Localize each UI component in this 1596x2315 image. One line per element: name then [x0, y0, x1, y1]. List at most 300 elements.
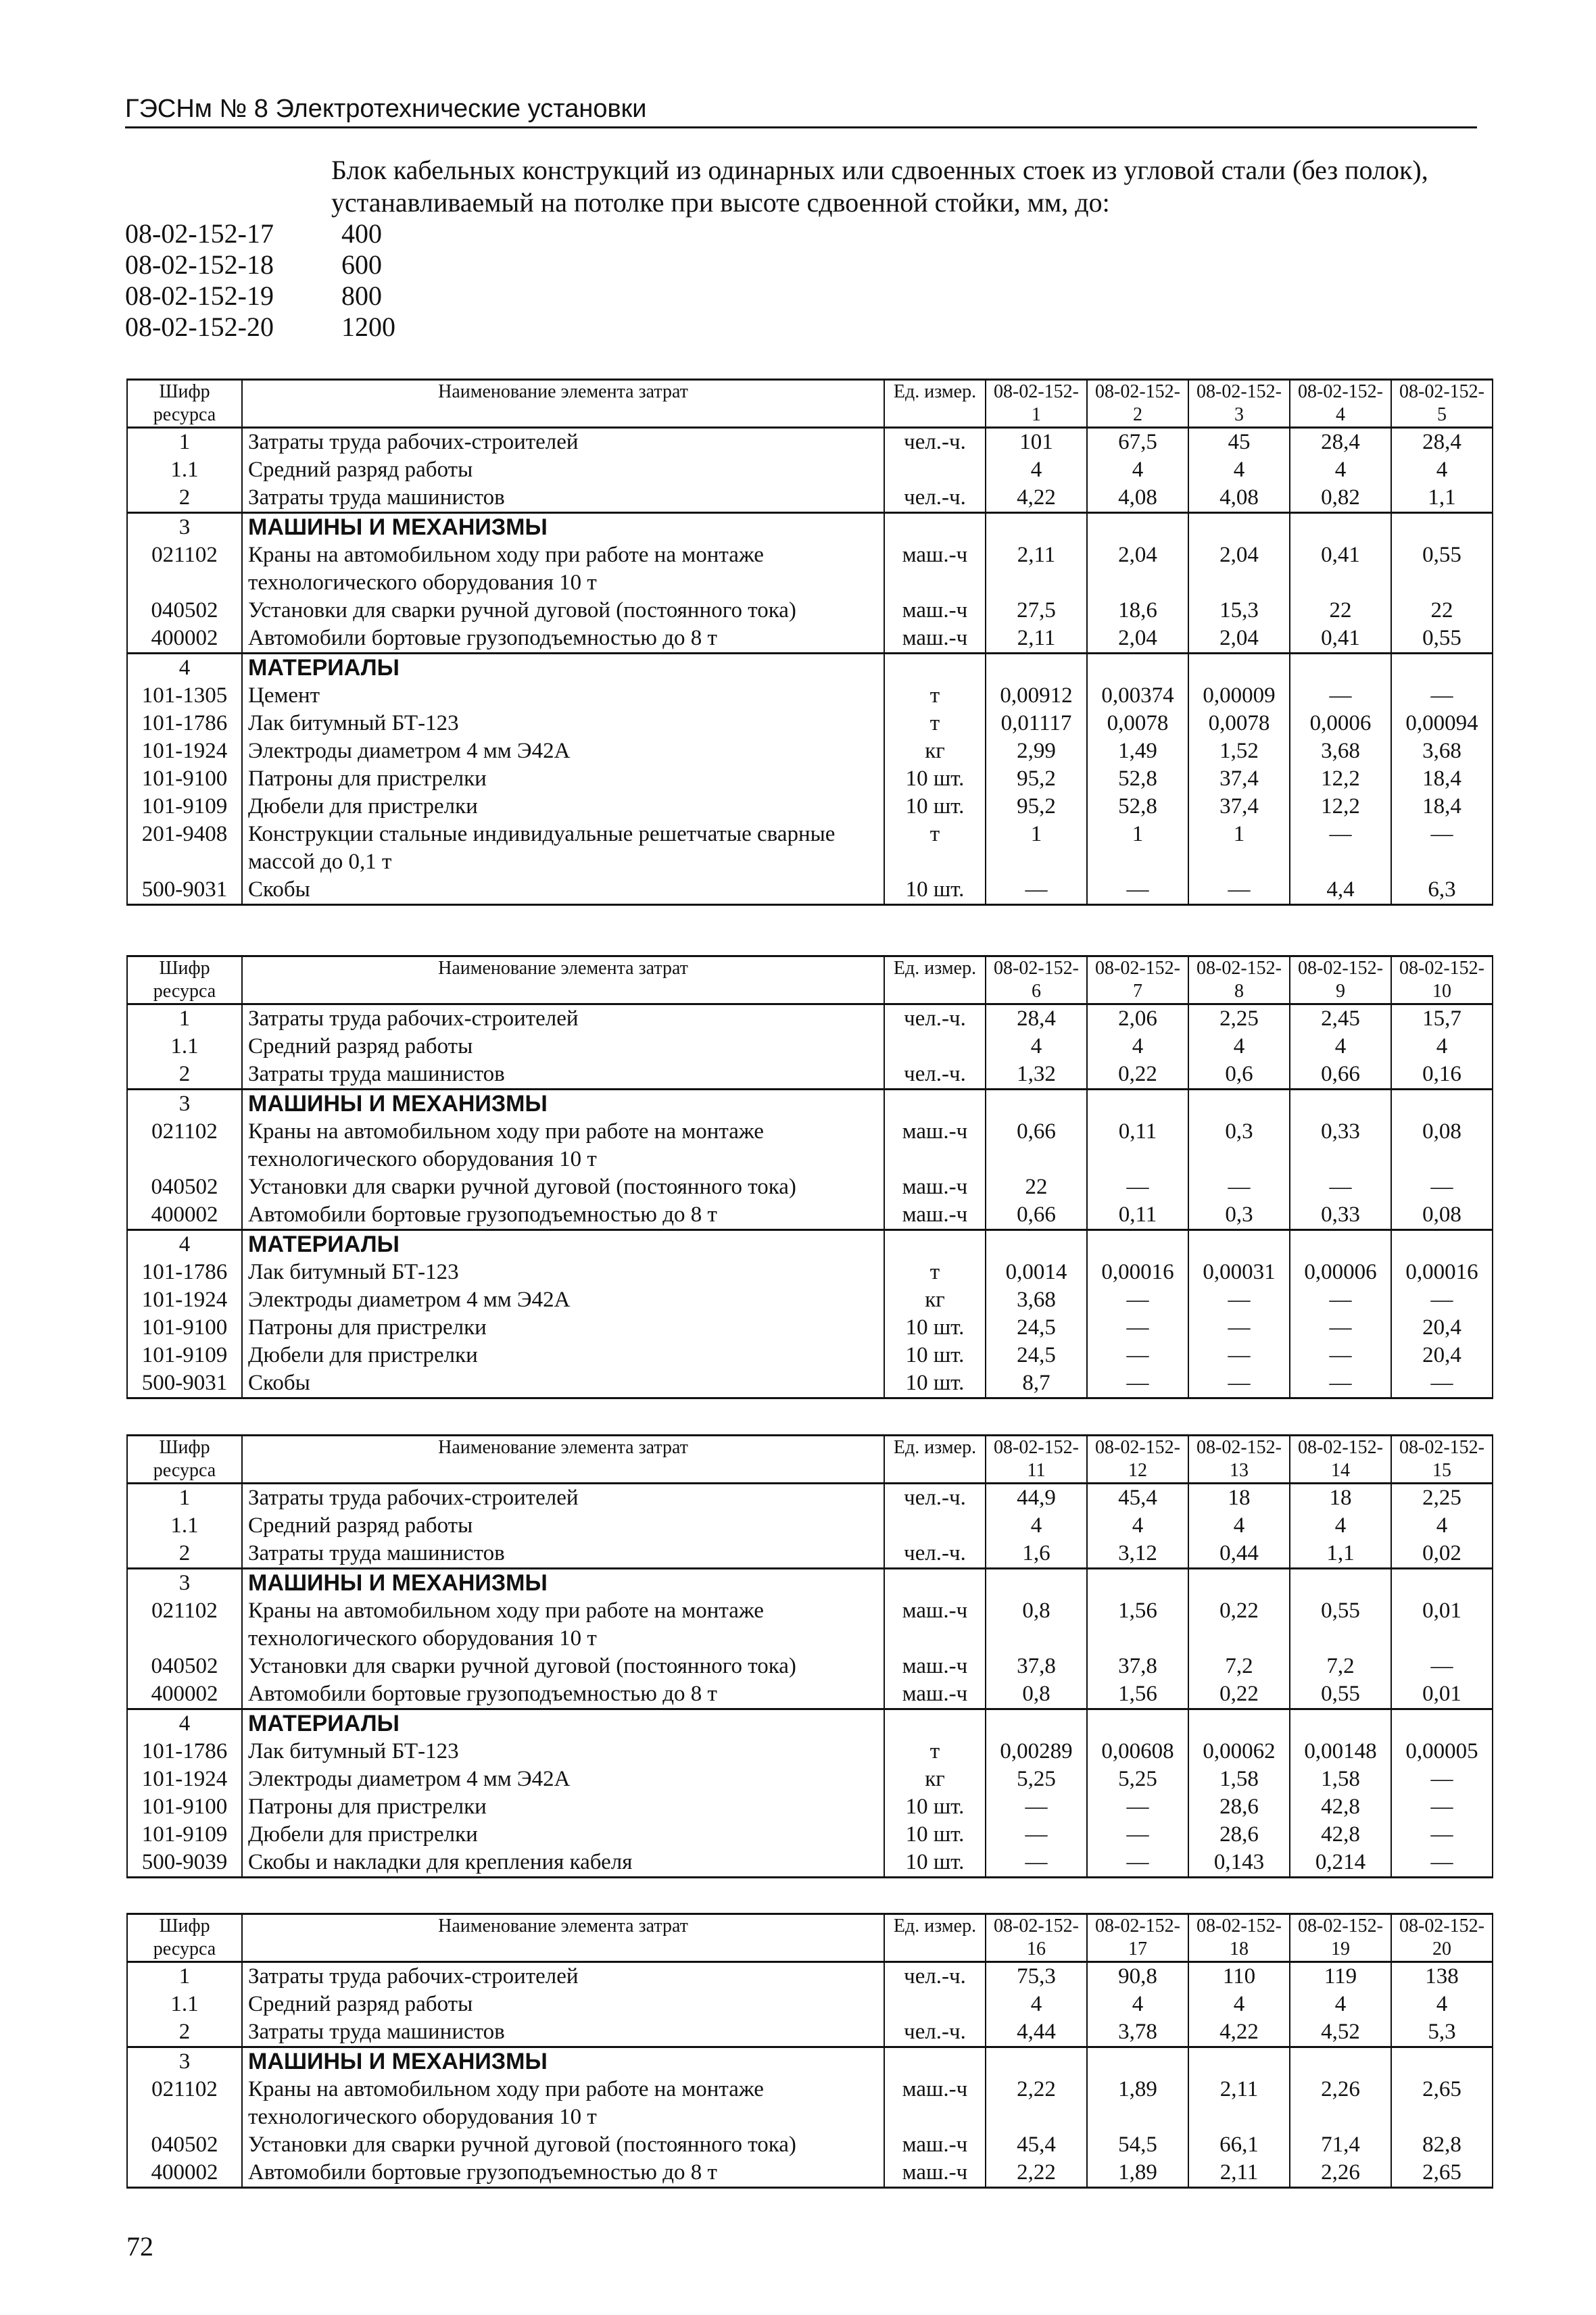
- resource-value: 4: [986, 1512, 1087, 1540]
- resource-value: [986, 1090, 1087, 1119]
- resource-name: Краны на автомобильном ходу при работе на монтаже технологического оборудования 10 т: [242, 2076, 884, 2131]
- resource-value: 42,8: [1290, 1821, 1391, 1849]
- resource-name: Конструкции стальные индивидуальные решетчатые сварные массой до 0,1 т: [242, 821, 884, 876]
- resource-value: —: [1391, 1849, 1493, 1878]
- resource-value: —: [1087, 1849, 1188, 1878]
- resource-value: —: [1290, 821, 1391, 876]
- resource-value: 0,00374: [1087, 682, 1188, 710]
- resource-value: 20,4: [1391, 1342, 1493, 1369]
- resource-code: 400002: [127, 2159, 242, 2188]
- resource-value: 0,00608: [1087, 1738, 1188, 1765]
- resource-value: 1,6: [986, 1540, 1087, 1569]
- resource-value: [986, 1569, 1087, 1598]
- resource-code: 500-9039: [127, 1849, 242, 1878]
- resource-value: [986, 1230, 1087, 1259]
- resource-code: 101-1786: [127, 710, 242, 737]
- resource-name: Автомобили бортовые грузоподъемностью до 8 т: [242, 625, 884, 654]
- table-row: [127, 1597, 1493, 1653]
- resource-value: —: [1391, 682, 1493, 710]
- resource-unit: 10 шт.: [884, 1314, 986, 1342]
- resource-name: Краны на автомобильном ходу при работе на монтаже технологического оборудования 10 т: [242, 1118, 884, 1173]
- table-row: [127, 1540, 1493, 1569]
- resource-value: [986, 1709, 1087, 1738]
- resource-value: 1,52: [1188, 737, 1290, 765]
- resource-value: 42,8: [1290, 1793, 1391, 1821]
- resource-value: 2,04: [1188, 541, 1290, 597]
- table-row: [127, 1680, 1493, 1709]
- table-row: [127, 876, 1493, 905]
- resource-value: 0,00289: [986, 1738, 1087, 1765]
- resource-value: 90,8: [1087, 1962, 1188, 1991]
- resource-value: 82,8: [1391, 2131, 1493, 2159]
- resource-unit: чел.-ч.: [884, 2018, 986, 2047]
- resource-value: [986, 654, 1087, 683]
- resource-unit: маш.-ч: [884, 1118, 986, 1173]
- table-row: [127, 1061, 1493, 1090]
- resource-value: 2,11: [986, 625, 1087, 654]
- resource-value: 2,04: [1087, 625, 1188, 654]
- resource-value: 22: [1290, 597, 1391, 625]
- resource-value: 0,41: [1290, 625, 1391, 654]
- resource-value: 4: [1290, 1991, 1391, 2018]
- table-row: [127, 1709, 1493, 1738]
- col-header-norm: 08-02-152-19: [1290, 1914, 1391, 1962]
- table-row: [127, 1314, 1493, 1342]
- resource-value: [1188, 1090, 1290, 1119]
- resource-value: 22: [1391, 597, 1493, 625]
- resource-value: —: [986, 1793, 1087, 1821]
- resource-value: [1391, 1569, 1493, 1598]
- resource-unit: кг: [884, 737, 986, 765]
- resource-value: 4: [1290, 1033, 1391, 1061]
- resource-value: 0,44: [1188, 1540, 1290, 1569]
- resource-name: Автомобили бортовые грузоподъемностью до 8 т: [242, 1201, 884, 1230]
- resource-value: 0,00031: [1188, 1259, 1290, 1286]
- table-row: [127, 484, 1493, 513]
- resource-value: 27,5: [986, 597, 1087, 625]
- resource-value: —: [1391, 1286, 1493, 1314]
- col-header-unit: Ед. измер.: [884, 380, 986, 428]
- resource-value: —: [1087, 1793, 1188, 1821]
- col-header-norm: 08-02-152-3: [1188, 380, 1290, 428]
- resource-unit: т: [884, 1738, 986, 1765]
- resource-value: —: [1391, 1173, 1493, 1201]
- resource-value: 4: [1188, 1991, 1290, 2018]
- resource-value: 0,55: [1391, 625, 1493, 654]
- resource-code: 021102: [127, 541, 242, 597]
- resource-value: [1188, 654, 1290, 683]
- resource-name: МАШИНЫ И МЕХАНИЗМЫ: [242, 1569, 884, 1598]
- resource-value: 0,0014: [986, 1259, 1087, 1286]
- resource-value: 15,3: [1188, 597, 1290, 625]
- resource-value: 4: [1087, 1033, 1188, 1061]
- resource-value: 0,11: [1087, 1118, 1188, 1173]
- resource-value: [1087, 1230, 1188, 1259]
- table-row: [127, 1484, 1493, 1513]
- resource-code: 4: [127, 1230, 242, 1259]
- page-header: ГЭСНм № 8 Электротехнические установки: [125, 95, 1477, 128]
- resource-code: 040502: [127, 2131, 242, 2159]
- resource-value: 37,4: [1188, 765, 1290, 793]
- code: 08-02-152-18: [125, 249, 274, 280]
- resource-value: [986, 2047, 1087, 2076]
- resource-value: 0,00148: [1290, 1738, 1391, 1765]
- resource-name: Дюбели для пристрелки: [242, 1342, 884, 1369]
- resource-value: 1,89: [1087, 2076, 1188, 2131]
- resource-value: 0,22: [1188, 1597, 1290, 1653]
- resource-value: —: [1290, 1342, 1391, 1369]
- resource-value: —: [1188, 1369, 1290, 1398]
- resource-value: —: [1391, 821, 1493, 876]
- resource-code: 1: [127, 428, 242, 457]
- resource-value: —: [986, 1849, 1087, 1878]
- resource-value: 0,00912: [986, 682, 1087, 710]
- table-row: [127, 2076, 1493, 2131]
- table-row: [127, 737, 1493, 765]
- resource-value: 0,66: [1290, 1061, 1391, 1090]
- table-row: [127, 1653, 1493, 1680]
- resource-value: 1,1: [1391, 484, 1493, 513]
- resource-value: 0,22: [1188, 1680, 1290, 1709]
- resource-value: —: [986, 1821, 1087, 1849]
- resource-name: МАТЕРИАЛЫ: [242, 654, 884, 683]
- resource-name: МАТЕРИАЛЫ: [242, 1709, 884, 1738]
- code-row: [125, 312, 395, 343]
- resource-name: Установки для сварки ручной дуговой (постоянного тока): [242, 597, 884, 625]
- table-row: [127, 1230, 1493, 1259]
- table-row: [127, 1821, 1493, 1849]
- resource-value: [1290, 1709, 1391, 1738]
- resource-unit: маш.-ч: [884, 1173, 986, 1201]
- resource-unit: чел.-ч.: [884, 428, 986, 457]
- resource-value: 0,00016: [1391, 1259, 1493, 1286]
- resource-unit: т: [884, 710, 986, 737]
- resource-code: 101-1305: [127, 682, 242, 710]
- resource-value: 8,7: [986, 1369, 1087, 1398]
- resource-code: 040502: [127, 597, 242, 625]
- resource-value: 95,2: [986, 793, 1087, 821]
- col-header-norm: 08-02-152-11: [986, 1436, 1087, 1484]
- resource-value: —: [1087, 1286, 1188, 1314]
- code: 08-02-152-17: [125, 218, 274, 249]
- resource-value: 4: [1391, 1991, 1493, 2018]
- resource-name: Средний разряд работы: [242, 456, 884, 484]
- resource-value: 12,2: [1290, 793, 1391, 821]
- resource-value: 4: [986, 1033, 1087, 1061]
- resource-code: 101-1786: [127, 1738, 242, 1765]
- resource-value: —: [1188, 1286, 1290, 1314]
- resource-unit: маш.-ч: [884, 1680, 986, 1709]
- block-title: Блок кабельных конструкций из одинарных или сдвоенных стоек из угловой стали (без полок), устанавливаемый на потолке при высоте сдвоенной стойки, мм, до:: [331, 155, 1428, 218]
- table-row: [127, 625, 1493, 654]
- resource-value: [1391, 1230, 1493, 1259]
- resource-code: 1.1: [127, 456, 242, 484]
- resource-value: 2,04: [1188, 625, 1290, 654]
- page-number: 72: [126, 2231, 153, 2262]
- col-header-norm: 08-02-152-9: [1290, 956, 1391, 1004]
- resource-value: [1290, 1569, 1391, 1598]
- resource-value: 12,2: [1290, 765, 1391, 793]
- code-value: 1200: [341, 312, 395, 342]
- resource-code: 021102: [127, 1597, 242, 1653]
- table-row: [127, 1004, 1493, 1033]
- col-header-unit: Ед. измер.: [884, 1436, 986, 1484]
- resource-value: 0,08: [1391, 1201, 1493, 1230]
- resource-value: 52,8: [1087, 765, 1188, 793]
- resource-name: МАТЕРИАЛЫ: [242, 1230, 884, 1259]
- resource-value: [1290, 513, 1391, 542]
- resource-code: 040502: [127, 1653, 242, 1680]
- resource-code: 500-9031: [127, 1369, 242, 1398]
- resource-code: 101-9100: [127, 1314, 242, 1342]
- resource-name: Краны на автомобильном ходу при работе на монтаже технологического оборудования 10 т: [242, 541, 884, 597]
- resource-name: Патроны для пристрелки: [242, 765, 884, 793]
- resource-value: —: [986, 876, 1087, 905]
- resource-unit: т: [884, 1259, 986, 1286]
- resource-value: 2,11: [1188, 2076, 1290, 2131]
- resource-value: 4,08: [1188, 484, 1290, 513]
- resource-name: Лак битумный БТ-123: [242, 1259, 884, 1286]
- table-row: [127, 1286, 1493, 1314]
- table-row: [127, 1173, 1493, 1201]
- table-header-row: [127, 1436, 1493, 1484]
- resource-name: Электроды диаметром 4 мм Э42А: [242, 737, 884, 765]
- resource-name: Затраты труда машинистов: [242, 484, 884, 513]
- resource-value: 18: [1290, 1484, 1391, 1513]
- resource-value: [1391, 2047, 1493, 2076]
- resource-value: —: [1290, 1314, 1391, 1342]
- resource-value: [1290, 1230, 1391, 1259]
- resource-unit: маш.-ч: [884, 2076, 986, 2131]
- resource-value: —: [1391, 1369, 1493, 1398]
- resource-code: 1: [127, 1004, 242, 1033]
- resource-name: Скобы и накладки для крепления кабеля: [242, 1849, 884, 1878]
- resource-value: 4: [1188, 1512, 1290, 1540]
- code: 08-02-152-19: [125, 281, 274, 311]
- resource-name: Автомобили бортовые грузоподъемностью до 8 т: [242, 2159, 884, 2188]
- resource-unit: маш.-ч: [884, 2159, 986, 2188]
- resource-value: 1,56: [1087, 1680, 1188, 1709]
- resource-value: 0,00006: [1290, 1259, 1391, 1286]
- resource-value: —: [1391, 1653, 1493, 1680]
- resource-value: 2,65: [1391, 2159, 1493, 2188]
- resource-value: —: [1188, 1314, 1290, 1342]
- resource-value: 0,01117: [986, 710, 1087, 737]
- resource-code: 4: [127, 654, 242, 683]
- resource-name: Электроды диаметром 4 мм Э42А: [242, 1286, 884, 1314]
- resource-value: 4: [1391, 1033, 1493, 1061]
- resource-value: 2,22: [986, 2076, 1087, 2131]
- resource-code: 040502: [127, 1173, 242, 1201]
- code-row: [125, 281, 395, 312]
- resource-value: 4: [1188, 456, 1290, 484]
- resource-value: 0,00005: [1391, 1738, 1493, 1765]
- resource-name: Скобы: [242, 876, 884, 905]
- resource-code: 1: [127, 1484, 242, 1513]
- resource-code: 1.1: [127, 1512, 242, 1540]
- resource-value: 28,4: [986, 1004, 1087, 1033]
- resource-value: 75,3: [986, 1962, 1087, 1991]
- resource-code: 2: [127, 484, 242, 513]
- resource-code: 3: [127, 2047, 242, 2076]
- resource-value: 0,22: [1087, 1061, 1188, 1090]
- resource-unit: 10 шт.: [884, 1849, 986, 1878]
- table-row: [127, 1512, 1493, 1540]
- resource-value: [1290, 1090, 1391, 1119]
- resource-unit: кг: [884, 1286, 986, 1314]
- norm-table-2: [126, 955, 1493, 1399]
- resource-value: 4: [1290, 456, 1391, 484]
- resource-value: 2,11: [1188, 2159, 1290, 2188]
- resource-unit: чел.-ч.: [884, 484, 986, 513]
- resource-code: 201-9408: [127, 821, 242, 876]
- table-row: [127, 1991, 1493, 2018]
- resource-value: —: [1290, 682, 1391, 710]
- table-row: [127, 2018, 1493, 2047]
- resource-code: 101-9100: [127, 765, 242, 793]
- resource-value: 5,3: [1391, 2018, 1493, 2047]
- col-header-norm: 08-02-152-4: [1290, 380, 1391, 428]
- resource-value: 0,214: [1290, 1849, 1391, 1878]
- resource-value: 0,3: [1188, 1118, 1290, 1173]
- table-row: [127, 541, 1493, 597]
- resource-value: 0,02: [1391, 1540, 1493, 1569]
- resource-code: 2: [127, 2018, 242, 2047]
- resource-value: [1290, 2047, 1391, 2076]
- resource-value: 1,89: [1087, 2159, 1188, 2188]
- resource-value: 67,5: [1087, 428, 1188, 457]
- resource-value: 66,1: [1188, 2131, 1290, 2159]
- resource-unit: [884, 1033, 986, 1061]
- col-header-norm: 08-02-152-1: [986, 380, 1087, 428]
- resource-value: 4: [1087, 456, 1188, 484]
- resource-value: 37,8: [986, 1653, 1087, 1680]
- resource-value: 20,4: [1391, 1314, 1493, 1342]
- table-row: [127, 1793, 1493, 1821]
- table-row: [127, 1033, 1493, 1061]
- resource-value: [1290, 654, 1391, 683]
- resource-value: 0,11: [1087, 1201, 1188, 1230]
- col-header-norm: 08-02-152-5: [1391, 380, 1493, 428]
- resource-value: [1087, 1709, 1188, 1738]
- table-row: [127, 1201, 1493, 1230]
- resource-unit: маш.-ч: [884, 541, 986, 597]
- resource-name: Цемент: [242, 682, 884, 710]
- resource-value: [1087, 654, 1188, 683]
- table-row: [127, 428, 1493, 457]
- resource-name: Затраты труда рабочих-строителей: [242, 428, 884, 457]
- resource-value: 7,2: [1290, 1653, 1391, 1680]
- table-row: [127, 1118, 1493, 1173]
- resource-value: —: [1290, 1286, 1391, 1314]
- resource-value: 0,0078: [1188, 710, 1290, 737]
- resource-value: 0,33: [1290, 1118, 1391, 1173]
- code-value: 800: [341, 281, 382, 311]
- resource-value: —: [1290, 1369, 1391, 1398]
- resource-value: 1,58: [1290, 1765, 1391, 1793]
- resource-unit: [884, 1991, 986, 2018]
- table-row: [127, 513, 1493, 542]
- resource-name: Затраты труда рабочих-строителей: [242, 1004, 884, 1033]
- resource-name: Электроды диаметром 4 мм Э42А: [242, 1765, 884, 1793]
- resource-value: 0,55: [1290, 1597, 1391, 1653]
- resource-value: 0,3: [1188, 1201, 1290, 1230]
- resource-code: 021102: [127, 1118, 242, 1173]
- table-row: [127, 682, 1493, 710]
- resource-value: 54,5: [1087, 2131, 1188, 2159]
- resource-value: 1,1: [1290, 1540, 1391, 1569]
- resource-value: 1: [1188, 821, 1290, 876]
- code-list: [125, 218, 395, 343]
- resource-code: 4: [127, 1709, 242, 1738]
- resource-value: 4: [1391, 456, 1493, 484]
- resource-value: 2,65: [1391, 2076, 1493, 2131]
- col-header-norm: 08-02-152-12: [1087, 1436, 1188, 1484]
- resource-value: 0,33: [1290, 1201, 1391, 1230]
- resource-value: 18,4: [1391, 765, 1493, 793]
- resource-code: 1: [127, 1962, 242, 1991]
- resource-name: Затраты труда рабочих-строителей: [242, 1962, 884, 1991]
- table-row: [127, 1962, 1493, 1991]
- col-header-norm: 08-02-152-15: [1391, 1436, 1493, 1484]
- resource-value: 0,0078: [1087, 710, 1188, 737]
- resource-unit: т: [884, 682, 986, 710]
- resource-value: [1391, 654, 1493, 683]
- resource-unit: маш.-ч: [884, 2131, 986, 2159]
- resource-value: 37,8: [1087, 1653, 1188, 1680]
- resource-unit: 10 шт.: [884, 876, 986, 905]
- resource-unit: т: [884, 821, 986, 876]
- code: 08-02-152-20: [125, 312, 274, 342]
- resource-value: 1: [1087, 821, 1188, 876]
- resource-value: 3,12: [1087, 1540, 1188, 1569]
- resource-value: [1391, 1709, 1493, 1738]
- resource-code: 101-1786: [127, 1259, 242, 1286]
- resource-value: [1391, 513, 1493, 542]
- col-header-norm: 08-02-152-18: [1188, 1914, 1290, 1962]
- table-row: [127, 597, 1493, 625]
- resource-value: 2,25: [1188, 1004, 1290, 1033]
- table-row: [127, 1090, 1493, 1119]
- resource-value: 2,11: [986, 541, 1087, 597]
- resource-name: Затраты труда рабочих-строителей: [242, 1484, 884, 1513]
- col-header-code: Шифр ресурса: [127, 380, 242, 428]
- resource-name: Краны на автомобильном ходу при работе на монтаже технологического оборудования 10 т: [242, 1597, 884, 1653]
- resource-name: Лак битумный БТ-123: [242, 710, 884, 737]
- resource-value: 45: [1188, 428, 1290, 457]
- resource-value: 0,01: [1391, 1597, 1493, 1653]
- resource-value: 4: [1391, 1512, 1493, 1540]
- resource-value: 44,9: [986, 1484, 1087, 1513]
- resource-value: 45,4: [986, 2131, 1087, 2159]
- resource-code: 101-1924: [127, 737, 242, 765]
- resource-value: [1188, 2047, 1290, 2076]
- resource-value: 95,2: [986, 765, 1087, 793]
- table-header-row: [127, 380, 1493, 428]
- resource-value: 0,66: [986, 1201, 1087, 1230]
- resource-value: 4: [1087, 1991, 1188, 2018]
- resource-name: Патроны для пристрелки: [242, 1314, 884, 1342]
- table-row: [127, 1849, 1493, 1878]
- resource-name: Дюбели для пристрелки: [242, 1821, 884, 1849]
- table-header-row: [127, 1914, 1493, 1962]
- resource-value: 0,08: [1391, 1118, 1493, 1173]
- resource-code: 2: [127, 1540, 242, 1569]
- resource-unit: маш.-ч: [884, 1653, 986, 1680]
- resource-unit: чел.-ч.: [884, 1484, 986, 1513]
- resource-value: 3,68: [1391, 737, 1493, 765]
- resource-unit: кг: [884, 1765, 986, 1793]
